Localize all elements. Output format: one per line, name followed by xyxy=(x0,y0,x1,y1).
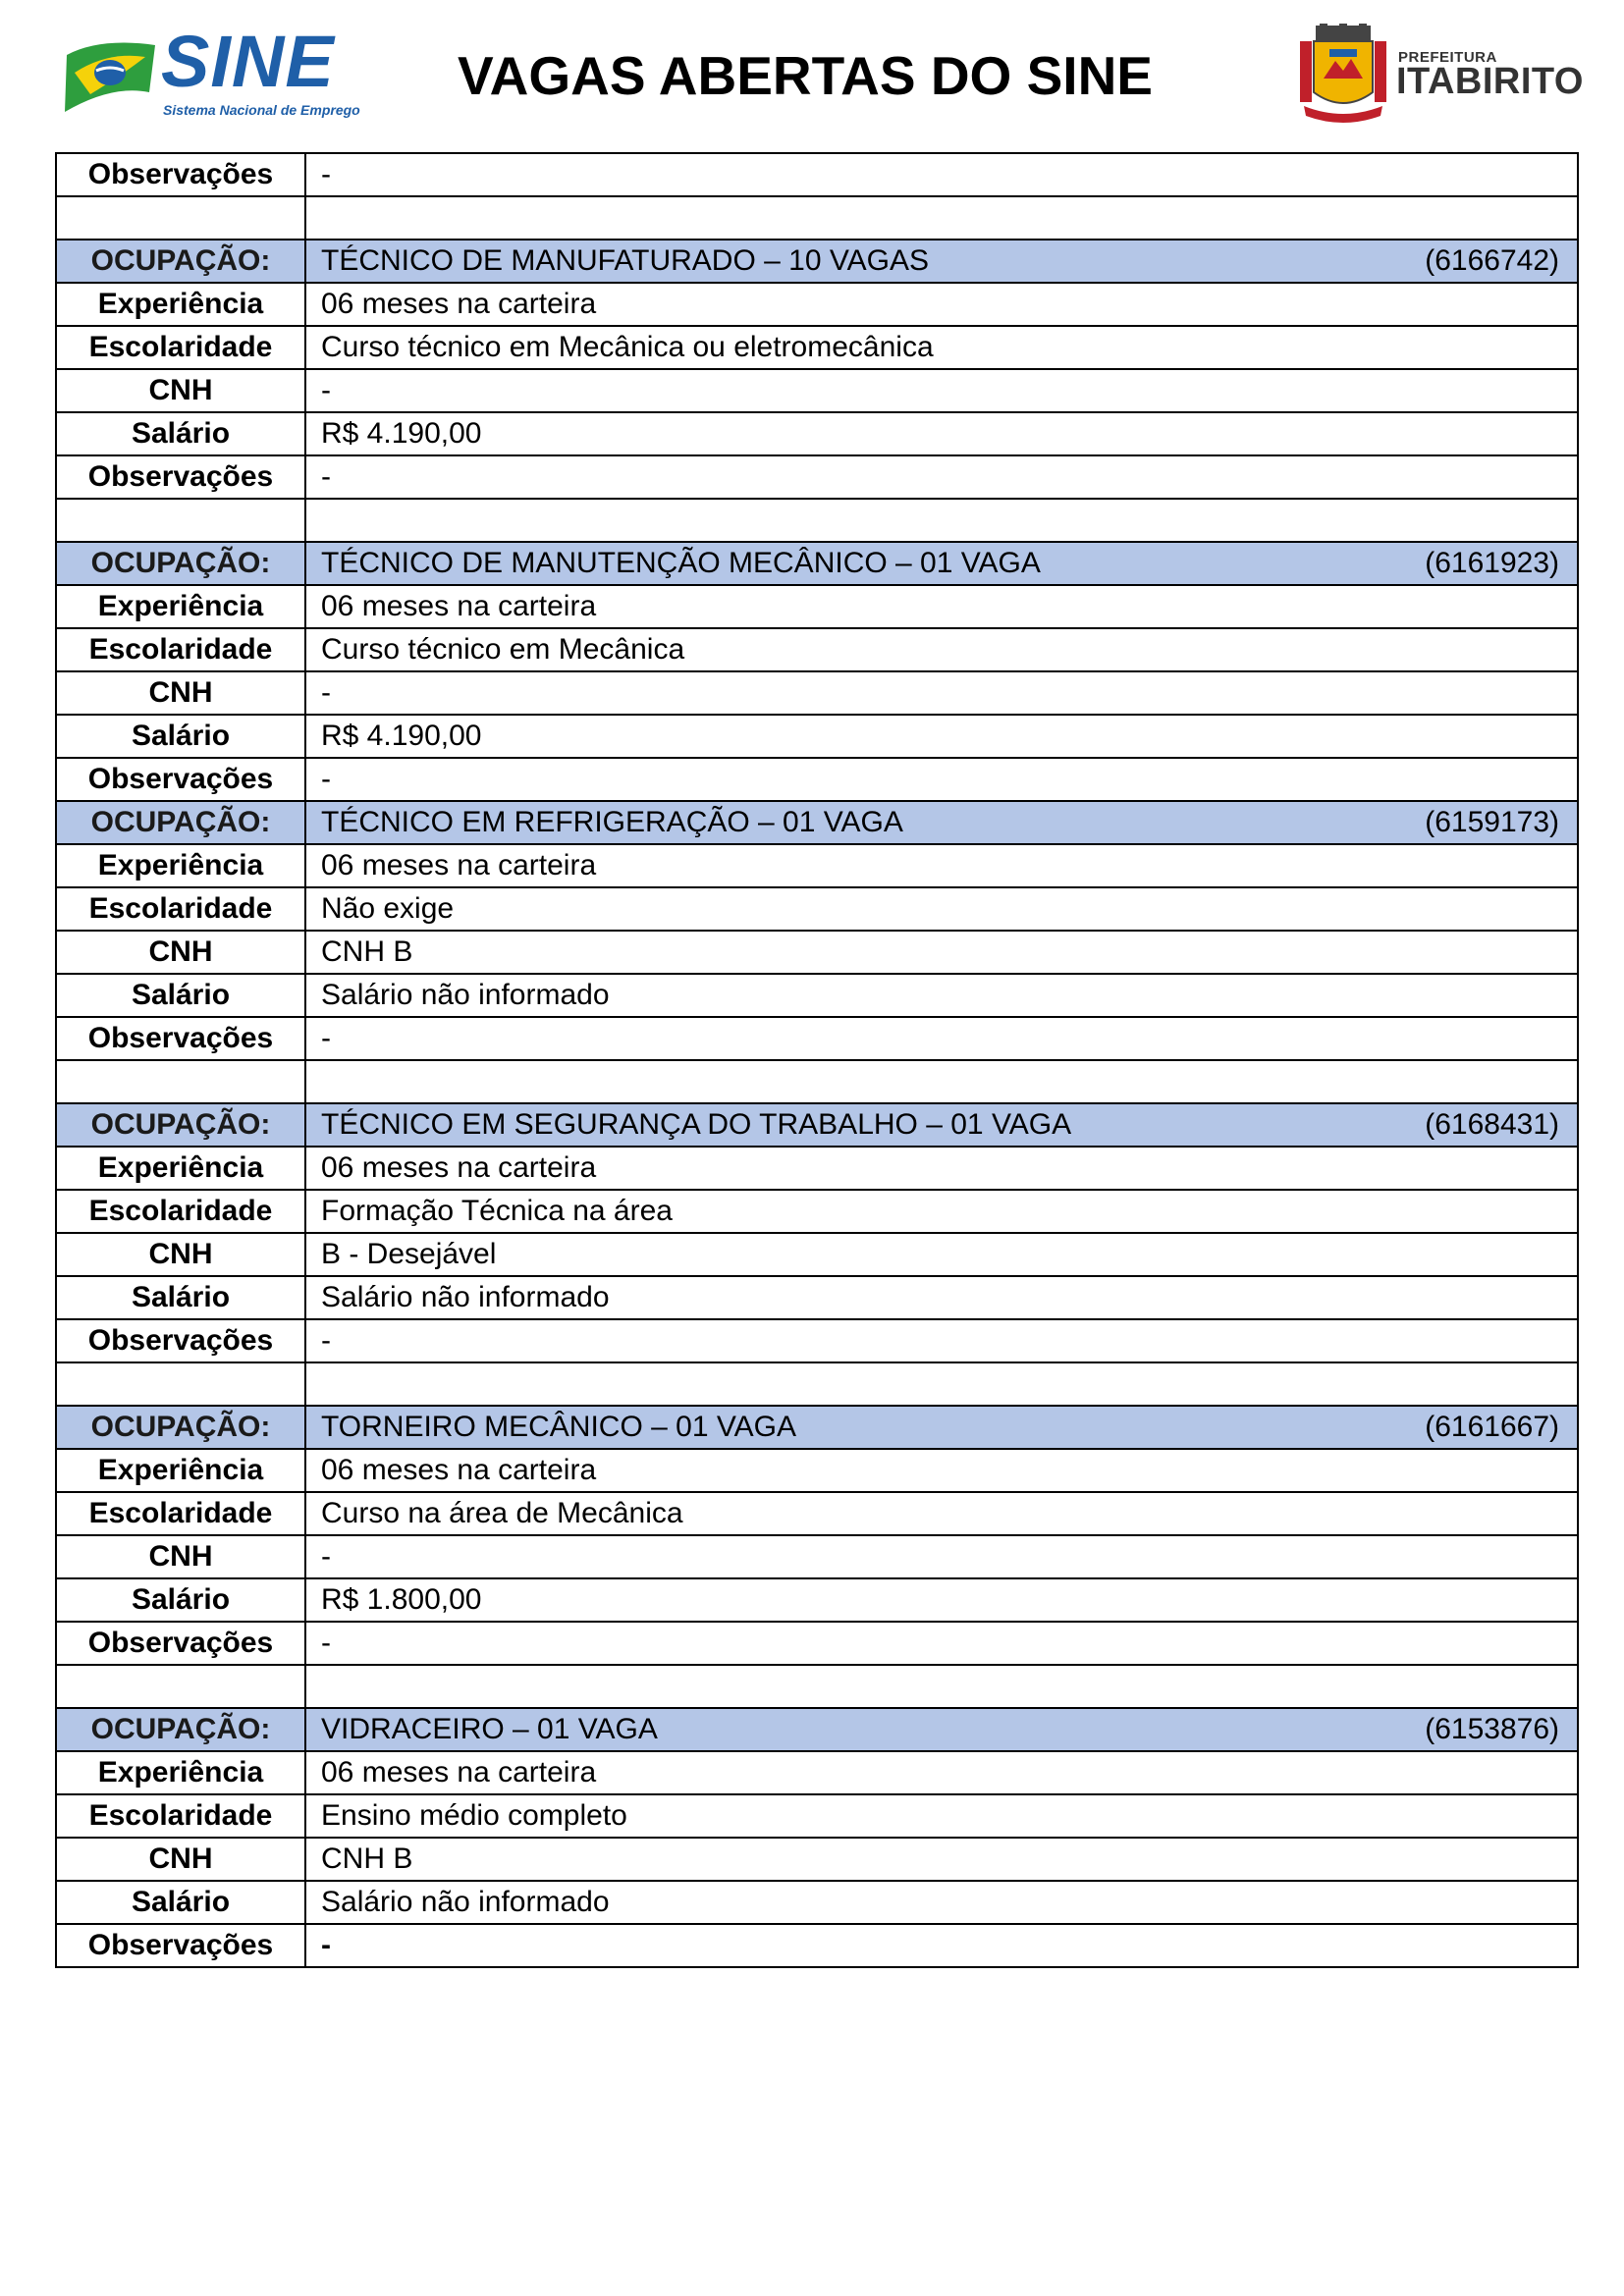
cnh-value: CNH B xyxy=(305,931,1578,974)
experiencia-label: Experiência xyxy=(56,585,305,628)
itabirito-label: ITABIRITO xyxy=(1396,61,1584,102)
escolaridade-label: Escolaridade xyxy=(56,628,305,671)
experiencia-label: Experiência xyxy=(56,844,305,887)
experiencia-value: 06 meses na carteira xyxy=(305,1751,1578,1794)
spacer-label-cell xyxy=(56,499,305,542)
escolaridade-value: Curso técnico em Mecânica xyxy=(305,628,1578,671)
escolaridade-row xyxy=(56,1794,1578,1838)
ocupacao-value-cell xyxy=(305,542,1578,585)
ocupacao-value-wrapper xyxy=(321,808,1559,837)
spacer-value-cell xyxy=(305,1362,1578,1406)
cnh-label: CNH xyxy=(56,1838,305,1881)
salario-row xyxy=(56,412,1578,455)
escolaridade-value: Formação Técnica na área xyxy=(305,1190,1578,1233)
experiencia-row xyxy=(56,844,1578,887)
experiencia-value: 06 meses na carteira xyxy=(305,1449,1578,1492)
escolaridade-value: Curso na área de Mecânica xyxy=(305,1492,1578,1535)
escolaridade-label: Escolaridade xyxy=(56,1492,305,1535)
vaga-codigo: (6161667) xyxy=(1425,1411,1559,1443)
salario-value: Salário não informado xyxy=(305,974,1578,1017)
experiencia-row xyxy=(56,283,1578,326)
prefeitura-label: PREFEITURA xyxy=(1398,49,1497,66)
experiencia-label: Experiência xyxy=(56,1449,305,1492)
ocupacao-label: OCUPAÇÃO: xyxy=(56,1708,305,1751)
sine-logo-text: SINE xyxy=(161,21,335,102)
ocupacao-value-cell xyxy=(305,801,1578,844)
escolaridade-row xyxy=(56,887,1578,931)
cnh-value: B - Desejável xyxy=(305,1233,1578,1276)
vaga-codigo: (6153876) xyxy=(1425,1713,1559,1745)
ocupacao-title: TÉCNICO EM REFRIGERAÇÃO – 01 VAGA xyxy=(321,806,903,838)
ocupacao-value-wrapper xyxy=(321,246,1559,276)
observacoes-row xyxy=(56,1924,1578,1967)
escolaridade-value: Curso técnico em Mecânica ou eletromecânica xyxy=(305,326,1578,369)
cnh-row xyxy=(56,1535,1578,1578)
escolaridade-label: Escolaridade xyxy=(56,1794,305,1838)
escolaridade-label: Escolaridade xyxy=(56,326,305,369)
observacoes-row xyxy=(56,758,1578,801)
observacoes-row xyxy=(56,1017,1578,1060)
experiencia-label: Experiência xyxy=(56,1751,305,1794)
salario-value: R$ 4.190,00 xyxy=(305,412,1578,455)
observacoes-value: - xyxy=(305,1924,1578,1967)
experiencia-row xyxy=(56,1147,1578,1190)
occupation-row xyxy=(56,1708,1578,1751)
ocupacao-label: OCUPAÇÃO: xyxy=(56,1103,305,1147)
experiencia-label: Experiência xyxy=(56,1147,305,1190)
salario-value: R$ 4.190,00 xyxy=(305,715,1578,758)
escolaridade-value: Não exige xyxy=(305,887,1578,931)
experiencia-value: 06 meses na carteira xyxy=(305,283,1578,326)
ocupacao-label: OCUPAÇÃO: xyxy=(56,240,305,283)
ocupacao-title: TORNEIRO MECÂNICO – 01 VAGA xyxy=(321,1411,796,1443)
escolaridade-row xyxy=(56,326,1578,369)
ocupacao-value-wrapper xyxy=(321,1413,1559,1442)
observacoes-label: Observações xyxy=(56,1622,305,1665)
ocupacao-value-cell xyxy=(305,240,1578,283)
spacer-label-cell xyxy=(56,196,305,240)
occupation-row xyxy=(56,1103,1578,1147)
escolaridade-label: Escolaridade xyxy=(56,887,305,931)
experiencia-row xyxy=(56,585,1578,628)
spacer-row xyxy=(56,499,1578,542)
spacer-row xyxy=(56,1665,1578,1708)
salario-label: Salário xyxy=(56,1276,305,1319)
cnh-label: CNH xyxy=(56,1233,305,1276)
salario-row xyxy=(56,974,1578,1017)
observacoes-value: - xyxy=(305,153,1578,196)
ocupacao-title: TÉCNICO EM SEGURANÇA DO TRABALHO – 01 VAGA xyxy=(321,1108,1072,1141)
ocupacao-value-wrapper xyxy=(321,1715,1559,1744)
experiencia-value: 06 meses na carteira xyxy=(305,585,1578,628)
observacoes-value: - xyxy=(305,1319,1578,1362)
observacoes-value: - xyxy=(305,758,1578,801)
cnh-row xyxy=(56,1233,1578,1276)
observacoes-label: Observações xyxy=(56,153,305,196)
experiencia-label: Experiência xyxy=(56,283,305,326)
spacer-row xyxy=(56,1060,1578,1103)
salario-label: Salário xyxy=(56,1881,305,1924)
vaga-codigo: (6166742) xyxy=(1425,244,1559,277)
salario-row xyxy=(56,1578,1578,1622)
jobs-table xyxy=(55,152,1579,1968)
experiencia-value: 06 meses na carteira xyxy=(305,1147,1578,1190)
ocupacao-value-wrapper xyxy=(321,549,1559,578)
cnh-label: CNH xyxy=(56,369,305,412)
salario-value: Salário não informado xyxy=(305,1276,1578,1319)
observacoes-label: Observações xyxy=(56,1017,305,1060)
spacer-value-cell xyxy=(305,1665,1578,1708)
cnh-value: - xyxy=(305,369,1578,412)
escolaridade-row xyxy=(56,1190,1578,1233)
spacer-value-cell xyxy=(305,196,1578,240)
salario-label: Salário xyxy=(56,1578,305,1622)
observacoes-label: Observações xyxy=(56,1924,305,1967)
occupation-row xyxy=(56,1406,1578,1449)
ocupacao-value-cell xyxy=(305,1708,1578,1751)
experiencia-value: 06 meses na carteira xyxy=(305,844,1578,887)
observacoes-label: Observações xyxy=(56,455,305,499)
spacer-value-cell xyxy=(305,499,1578,542)
cnh-label: CNH xyxy=(56,671,305,715)
cnh-value: CNH B xyxy=(305,1838,1578,1881)
page-header xyxy=(0,0,1624,147)
vaga-codigo: (6168431) xyxy=(1425,1108,1559,1141)
salario-row xyxy=(56,715,1578,758)
cnh-row xyxy=(56,369,1578,412)
page-title: VAGAS ABERTAS DO SINE xyxy=(458,45,1153,106)
salario-row xyxy=(56,1276,1578,1319)
spacer-row xyxy=(56,196,1578,240)
ocupacao-label: OCUPAÇÃO: xyxy=(56,1406,305,1449)
observacoes-row xyxy=(56,1622,1578,1665)
escolaridade-label: Escolaridade xyxy=(56,1190,305,1233)
spacer-row xyxy=(56,1362,1578,1406)
cnh-row xyxy=(56,1838,1578,1881)
spacer-label-cell xyxy=(56,1362,305,1406)
salario-label: Salário xyxy=(56,974,305,1017)
cnh-value: - xyxy=(305,1535,1578,1578)
observacoes-value: - xyxy=(305,1622,1578,1665)
salario-value: Salário não informado xyxy=(305,1881,1578,1924)
salario-value: R$ 1.800,00 xyxy=(305,1578,1578,1622)
ocupacao-title: TÉCNICO DE MANUFATURADO – 10 VAGAS xyxy=(321,244,929,277)
ocupacao-label: OCUPAÇÃO: xyxy=(56,801,305,844)
observacoes-row xyxy=(56,1319,1578,1362)
ocupacao-label: OCUPAÇÃO: xyxy=(56,542,305,585)
salario-row xyxy=(56,1881,1578,1924)
cnh-row xyxy=(56,671,1578,715)
observacoes-label: Observações xyxy=(56,758,305,801)
ocupacao-value-cell xyxy=(305,1406,1578,1449)
salario-label: Salário xyxy=(56,715,305,758)
salario-label: Salário xyxy=(56,412,305,455)
spacer-value-cell xyxy=(305,1060,1578,1103)
sine-logo-subtitle: Sistema Nacional de Emprego xyxy=(163,102,360,118)
prefeitura-itabirito-logo xyxy=(1294,24,1589,126)
ocupacao-value-wrapper xyxy=(321,1110,1559,1140)
occupation-row xyxy=(56,240,1578,283)
occupation-row xyxy=(56,542,1578,585)
spacer-label-cell xyxy=(56,1665,305,1708)
observacoes-label: Observações xyxy=(56,1319,305,1362)
escolaridade-row xyxy=(56,628,1578,671)
jobs-table-body xyxy=(56,153,1578,1967)
sine-flag-icon xyxy=(61,33,159,122)
ocupacao-title: TÉCNICO DE MANUTENÇÃO MECÂNICO – 01 VAGA xyxy=(321,547,1041,579)
cnh-value: - xyxy=(305,671,1578,715)
ocupacao-value-cell xyxy=(305,1103,1578,1147)
escolaridade-value: Ensino médio completo xyxy=(305,1794,1578,1838)
experiencia-row xyxy=(56,1751,1578,1794)
spacer-label-cell xyxy=(56,1060,305,1103)
coat-of-arms-icon xyxy=(1294,24,1392,126)
observacoes-row xyxy=(56,455,1578,499)
observacoes-value: - xyxy=(305,455,1578,499)
experiencia-row xyxy=(56,1449,1578,1492)
top-observacoes-row xyxy=(56,153,1578,196)
vaga-codigo: (6159173) xyxy=(1425,806,1559,838)
observacoes-value: - xyxy=(305,1017,1578,1060)
cnh-row xyxy=(56,931,1578,974)
sine-logo xyxy=(61,21,360,122)
cnh-label: CNH xyxy=(56,931,305,974)
ocupacao-title: VIDRACEIRO – 01 VAGA xyxy=(321,1713,658,1745)
vaga-codigo: (6161923) xyxy=(1425,547,1559,579)
escolaridade-row xyxy=(56,1492,1578,1535)
occupation-row xyxy=(56,801,1578,844)
cnh-label: CNH xyxy=(56,1535,305,1578)
